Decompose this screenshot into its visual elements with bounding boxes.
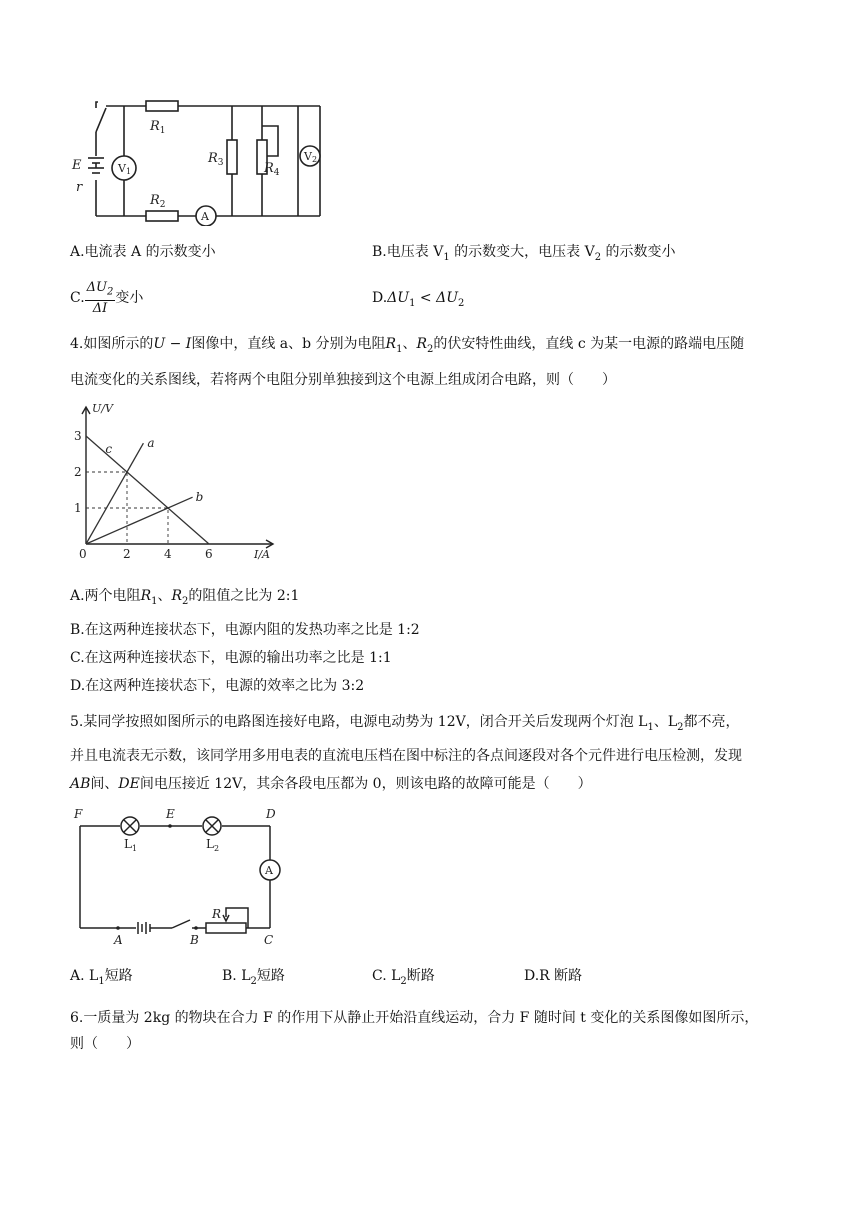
q5-option-c: C. $L_2$断路 [372,968,435,987]
label-L1: $L_1$ [124,837,138,853]
x-axis-label: I/A [254,548,270,561]
label-E: E [166,807,175,821]
label-A: A [114,933,123,947]
q5-stem-line-2: 并且电流表无示数，该同学用多用电表的直流电压档在图中标注的各点间逐段对各个元件进行电压检测，发现 [70,748,742,764]
q6-stem-line-2: 则（ ） [70,1036,140,1052]
q5-stem-line-3: AB间、DE间电压接近 12V，其余各段电压都为 0，则该电路的故障可能是（ ） [70,776,592,792]
label-r: r [76,180,83,195]
label-C: C [264,933,274,947]
label-R1: $R_1$ [150,119,166,136]
q5-circuit-diagram [66,804,296,954]
x-tick-2: 2 [123,547,131,561]
label-R: R [212,907,222,921]
label-ammeter: A [201,210,209,223]
q4-option-d: D.在这两种连接状态下，电源的效率之比为 3:2 [70,678,365,694]
q4-option-a: A.两个电阻$R_1$、$R_2$的阻值之比为 2:1 [70,588,300,607]
q4-option-c: C.在这两种连接状态下，电源的输出功率之比是 1:1 [70,650,392,666]
y-tick-2: 2 [74,465,82,479]
q4-stem-line-1: 4.如图所示的U − I图像中，直线 a、b 分别为电阻$R_1$、$R_2$的伏安特性曲线，直线 c 为某一电源的路端电压随 [70,336,745,355]
series-line-a [86,443,143,544]
label-B: B [190,933,199,947]
label-E: E [72,158,82,173]
x-tick-4: 4 [164,547,172,561]
label-F: F [74,807,83,821]
label-L2: $L_2$ [206,837,220,853]
series-label-c: c [105,441,113,456]
q5-stem-line-1: 5.某同学按照如图所示的电路图连接好电路，电源电动势为 12V，闭合开关后发现两个灯泡 $L_1$、$L_2$都不亮， [70,714,740,733]
q3-option-a: A.电流表 A 的示数变小 [70,244,216,260]
label-V1: V1 [118,162,132,176]
q6-stem-line-1: 6.一质量为 2kg 的物块在合力 F 的作用下从静止开始沿直线运动，合力 F 随时间 t 变化的关系图像如图所示， [70,1010,759,1026]
q3-option-d: $D.\Delta U_1 < \Delta U_2$ [372,290,465,309]
q4-stem-line-2: 电流变化的关系图线，若将两个电阻分别单独接到这个电源上组成闭合电路，则（ ） [70,372,616,388]
series-line-b [86,497,193,544]
y-axis-label: U/V [92,402,113,415]
label-R4: $R_4$ [264,161,280,178]
label-meter: A [265,864,273,877]
label-D: D [266,807,276,821]
y-tick-1: 1 [74,501,82,515]
label-V2: V2 [304,150,318,164]
q3-option-b: B.电压表 $V_1$ 的示数变大，电压表 $V_2$ 的示数变小 [372,244,676,263]
x-tick-0: 0 [79,547,87,561]
series-label-a: a [147,436,155,451]
q4-ui-graph [66,398,286,564]
q5-option-b: B. $L_2$短路 [222,968,285,987]
y-tick-3: 3 [74,429,82,443]
x-tick-6: 6 [205,547,213,561]
q4-option-b: B.在这两种连接状态下，电源内阻的发热功率之比是 1:2 [70,622,420,638]
label-R2: $R_2$ [150,193,166,210]
q5-option-a: A. $L_1$短路 [70,968,133,987]
q3-option-c: C. $\frac{\Delta U_2}{\Delta I}$ 变小 [70,280,144,316]
series-label-b: b [195,490,204,505]
label-R3: $R_3$ [208,151,224,168]
q5-option-d: D.R 断路 [524,968,583,984]
q3-circuit-diagram [66,96,336,226]
